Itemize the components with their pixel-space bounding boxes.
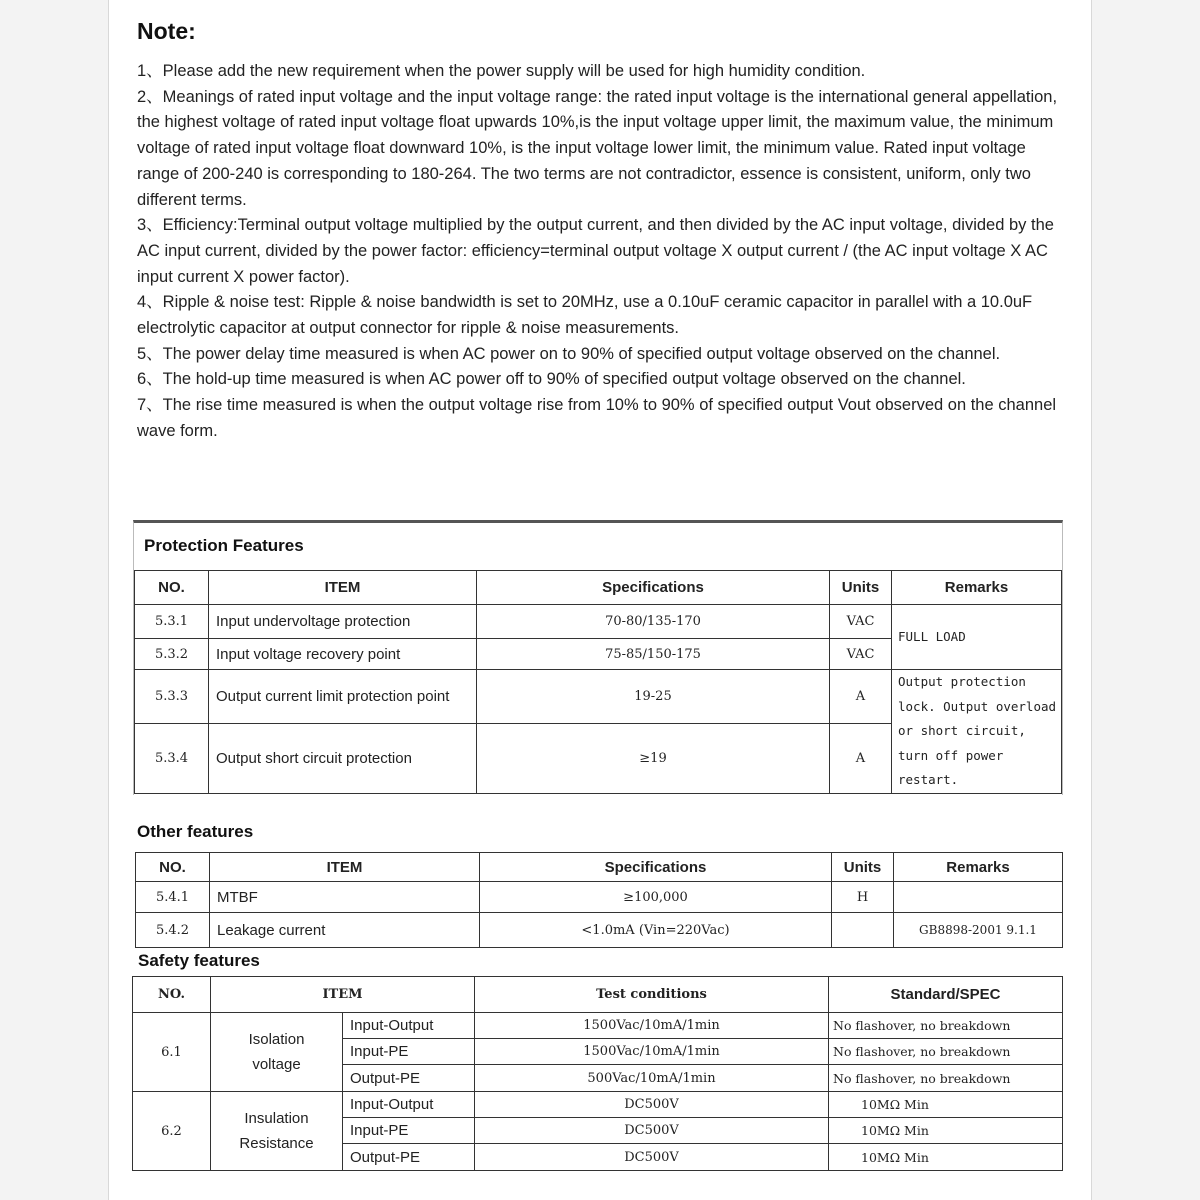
- protection-header-row: [135, 571, 1062, 605]
- row-remark: GB8898-2001 9.1.1: [894, 913, 1063, 948]
- row-item: Output short circuit protection: [209, 724, 477, 794]
- row-spec: 10MΩ Min: [829, 1092, 1063, 1118]
- row-condition: 500Vac/10mA/1min: [475, 1065, 829, 1092]
- col-units: Units: [830, 571, 892, 605]
- row-sub: Output-PE: [343, 1065, 475, 1092]
- row-condition: 1500Vac/10mA/1min: [475, 1039, 829, 1065]
- group-name: Insulation Resistance: [211, 1092, 343, 1171]
- row-spec: <1.0mA (Vin=220Vac): [480, 913, 832, 948]
- col-item: ITEM: [209, 571, 477, 605]
- safety-features-table: [132, 976, 1063, 1171]
- note-title: Note:: [137, 18, 196, 44]
- table-row: [135, 605, 1062, 639]
- row-item: MTBF: [210, 882, 480, 913]
- row-spec: 10MΩ Min: [829, 1144, 1063, 1171]
- col-no: NO.: [133, 977, 211, 1013]
- col-no: NO.: [136, 853, 210, 882]
- row-no: 5.3.2: [135, 639, 209, 670]
- row-no: 5.4.2: [136, 913, 210, 948]
- row-item: Output current limit protection point: [209, 670, 477, 724]
- row-sub: Input-Output: [343, 1013, 475, 1039]
- row-condition: DC500V: [475, 1118, 829, 1144]
- row-spec: 19-25: [477, 670, 830, 724]
- col-standard-spec: Standard/SPEC: [829, 977, 1063, 1013]
- col-no: NO.: [135, 571, 209, 605]
- row-spec: 10MΩ Min: [829, 1118, 1063, 1144]
- row-spec: ≥19: [477, 724, 830, 794]
- row-item: Leakage current: [210, 913, 480, 948]
- row-unit: [832, 913, 894, 948]
- table-row: [133, 1092, 1063, 1118]
- other-features-title: Other features: [137, 822, 254, 841]
- row-condition: DC500V: [475, 1144, 829, 1171]
- row-no: 5.3.1: [135, 605, 209, 639]
- table-row: [136, 913, 1063, 948]
- col-specifications: Specifications: [477, 571, 830, 605]
- row-no: 5.3.3: [135, 670, 209, 724]
- row-spec: No flashover, no breakdown: [829, 1039, 1063, 1065]
- note-item-7: 7、The rise time measured is when the output voltage rise from 10% to 90% of specified output Vout observed on the channel wave form.: [137, 396, 1057, 440]
- note-item-4: 4、Ripple & noise test: Ripple & noise bandwidth is set to 20MHz, use a 0.10uF ceramic capacitor in parallel with a 10.0uF electrolytic capacitor at output connector for ripple & noise measurements.: [137, 293, 1033, 338]
- row-remark: [894, 882, 1063, 913]
- row-sub: Input-PE: [343, 1039, 475, 1065]
- row-condition: DC500V: [475, 1092, 829, 1118]
- table-row: [135, 670, 1062, 724]
- row-unit: VAC: [830, 639, 892, 670]
- row-condition: 1500Vac/10mA/1min: [475, 1013, 829, 1039]
- row-spec: No flashover, no breakdown: [829, 1065, 1063, 1092]
- row-sub: Input-Output: [343, 1092, 475, 1118]
- row-unit: A: [830, 724, 892, 794]
- group-no: 6.2: [133, 1092, 211, 1171]
- row-sub: Input-PE: [343, 1118, 475, 1144]
- row-no: 5.3.4: [135, 724, 209, 794]
- row-spec: 70-80/135-170: [477, 605, 830, 639]
- row-spec: No flashover, no breakdown: [829, 1013, 1063, 1039]
- col-item: ITEM: [211, 977, 475, 1013]
- group-no: 6.1: [133, 1013, 211, 1092]
- row-spec: 75-85/150-175: [477, 639, 830, 670]
- note-item-2: 2、Meanings of rated input voltage and the input voltage range: the rated input voltage is the international general appellation, the highest voltage of rated input voltage float upwards 10%,is the input voltage upper limit, the maximum value, the minimum voltage of rated input voltage float downward 10%, is the input voltage lower limit, the minimum value. Rated input voltage range of 200-240 is corresponding to 180-264. The two terms are not contradictor, essence is consistent, uniform, only two different terms.: [137, 87, 1058, 209]
- row-unit: H: [832, 882, 894, 913]
- row-item: Input voltage recovery point: [209, 639, 477, 670]
- protection-title: Protection Features: [144, 536, 304, 555]
- remark-output-protection: Output protection lock. Output overload or short circuit, turn off power restart.: [892, 670, 1062, 794]
- row-unit: VAC: [830, 605, 892, 639]
- row-item: Input undervoltage protection: [209, 605, 477, 639]
- table-row: [136, 882, 1063, 913]
- col-test-conditions: Test conditions: [475, 977, 829, 1013]
- group-name: Isolation voltage: [211, 1013, 343, 1092]
- other-features-table: [135, 852, 1063, 948]
- notes-section: [137, 18, 1072, 445]
- col-remarks: Remarks: [894, 853, 1063, 882]
- col-units: Units: [832, 853, 894, 882]
- note-item-6: 6、The hold-up time measured is when AC power off to 90% of specified output voltage observed on the channel.: [137, 370, 966, 389]
- col-specifications: Specifications: [480, 853, 832, 882]
- table-row: [133, 1013, 1063, 1039]
- note-item-1: 1、Please add the new requirement when the power supply will be used for high humidity condition.: [137, 62, 866, 80]
- document-page: [108, 0, 1092, 1200]
- safety-features-title: Safety features: [138, 951, 260, 970]
- row-no: 5.4.1: [136, 882, 210, 913]
- note-item-5: 5、The power delay time measured is when AC power on to 90% of specified output voltage observed on the channel.: [137, 344, 1001, 363]
- safety-header-row: [133, 977, 1063, 1013]
- row-spec: ≥100,000: [480, 882, 832, 913]
- col-remarks: Remarks: [892, 571, 1062, 605]
- col-item: ITEM: [210, 853, 480, 882]
- note-item-3: 3、Efficiency:Terminal output voltage multiplied by the output current, and then divided by the AC input voltage, divided by the AC input current, divided by the power factor: efficiency=terminal output voltage X output current / (the AC input voltage X AC input current X power factor).: [137, 216, 1054, 286]
- remark-full-load: FULL LOAD: [892, 605, 1062, 670]
- protection-table: [134, 570, 1062, 794]
- other-header-row: [136, 853, 1063, 882]
- row-sub: Output-PE: [343, 1144, 475, 1171]
- row-unit: A: [830, 670, 892, 724]
